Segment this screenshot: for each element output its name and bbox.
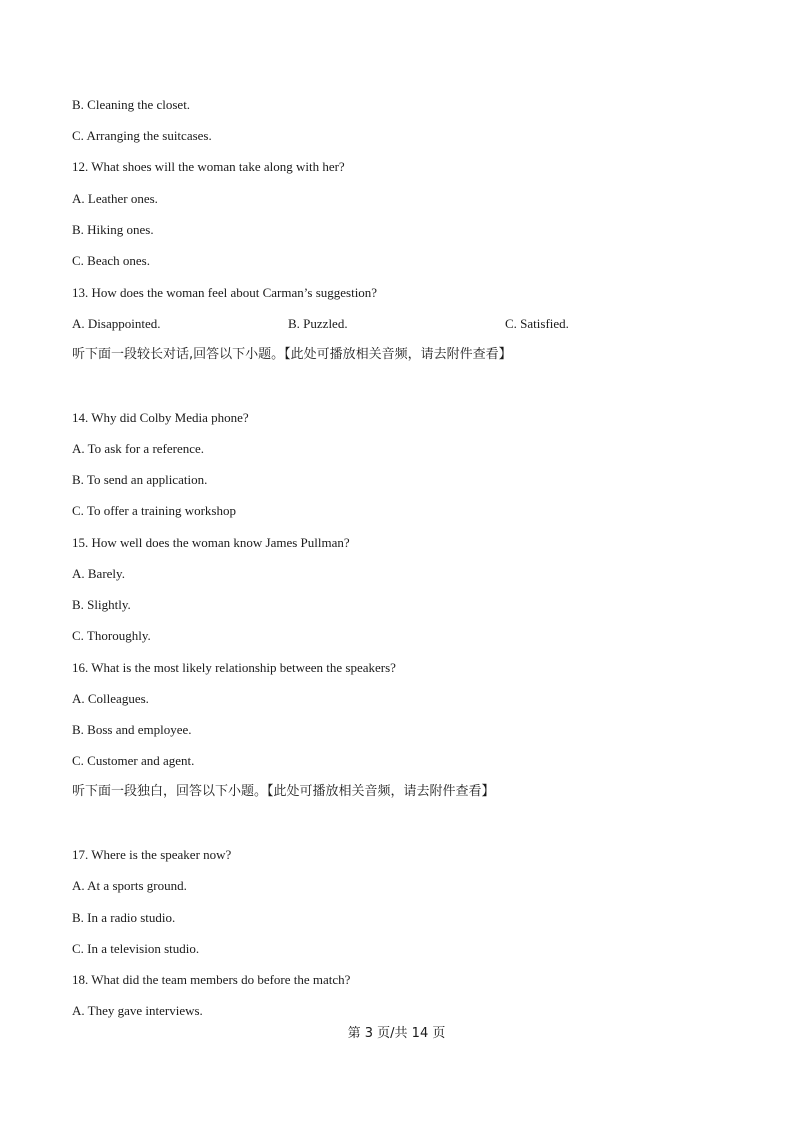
option-q15-b: B. Slightly. <box>72 597 131 612</box>
option-q12-b: B. Hiking ones. <box>72 222 154 237</box>
option-q14-c: C. To offer a training workshop <box>72 503 236 518</box>
option-q12-a: A. Leather ones. <box>72 191 158 206</box>
question-15: 15. How well does the woman know James Pullman? <box>72 535 350 550</box>
question-16: 16. What is the most likely relationship between the speakers? <box>72 660 396 675</box>
question-13: 13. How does the woman feel about Carman’s suggestion? <box>72 285 378 300</box>
option-q16-b: B. Boss and employee. <box>72 722 192 737</box>
option-q13-b: B. Puzzled. <box>288 316 348 331</box>
question-17: 17. Where is the speaker now? <box>72 847 232 862</box>
option-q15-c: C. Thoroughly. <box>72 628 151 643</box>
question-18: 18. What did the team members do before the match? <box>72 972 351 987</box>
option-q14-a: A. To ask for a reference. <box>72 441 205 456</box>
section-instruction-dialogue: 听下面一段较长对话,回答以下小题。【此处可播放相关音频，请去附件查看】 <box>72 347 512 362</box>
option-q16-a: A. Colleagues. <box>72 691 149 706</box>
option-q11-b: B. Cleaning the closet. <box>72 97 191 112</box>
option-q17-a: A. At a sports ground. <box>72 878 187 893</box>
option-q13-a: A. Disappointed. <box>72 316 161 331</box>
option-q17-c: C. In a television studio. <box>72 941 200 956</box>
option-q11-c: C. Arranging the suitcases. <box>72 128 212 143</box>
question-14: 14. Why did Colby Media phone? <box>72 410 249 425</box>
page-footer: 第 3 页/共 14 页 <box>347 1026 446 1041</box>
option-q16-c: C. Customer and agent. <box>72 753 195 768</box>
option-q18-a: A. They gave interviews. <box>72 1003 203 1018</box>
option-q13-c: C. Satisfied. <box>505 316 569 331</box>
section-instruction-monologue: 听下面一段独白，回答以下小题。【此处可播放相关音频，请去附件查看】 <box>72 784 495 799</box>
option-q15-a: A. Barely. <box>72 566 125 581</box>
option-q17-b: B. In a radio studio. <box>72 910 176 925</box>
option-q14-b: B. To send an application. <box>72 472 208 487</box>
question-12: 12. What shoes will the woman take along with her? <box>72 159 345 174</box>
option-q12-c: C. Beach ones. <box>72 253 150 268</box>
